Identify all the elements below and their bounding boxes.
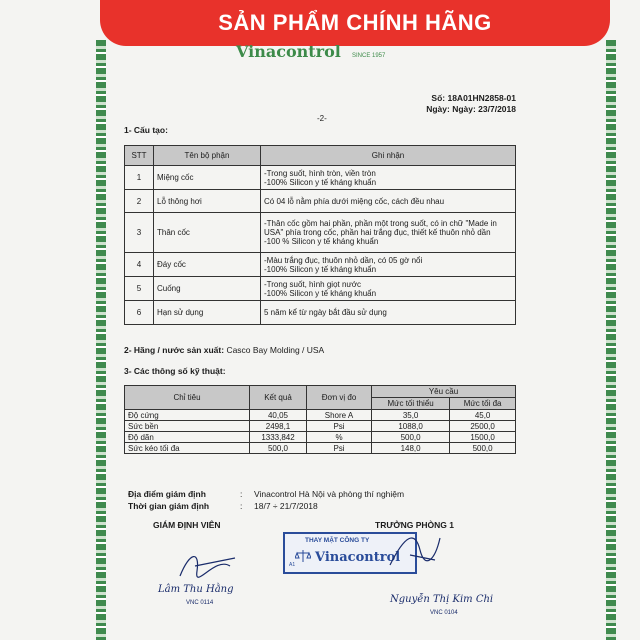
- inspection-place-label: Địa điểm giám định: [128, 489, 206, 499]
- banner-title: SẢN PHẨM CHÍNH HÃNG: [218, 10, 492, 35]
- table-row: Độ cứng 40,05 Shore A 35,0 45,0: [125, 410, 516, 421]
- scales-icon: [295, 549, 311, 563]
- genuine-product-banner: [100, 0, 610, 46]
- section-specs-title: 3- Các thông số kỹ thuật:: [124, 366, 226, 376]
- header-min: Mức tối thiểu: [372, 398, 450, 410]
- section-structure-title: 1- Cấu tạo:: [124, 125, 168, 135]
- decorative-border-left: [96, 40, 106, 640]
- header-unit: Đơn vị đo: [307, 386, 372, 410]
- inspection-place-colon: :: [240, 489, 243, 499]
- header-stt: STT: [125, 146, 154, 166]
- structure-table: [124, 145, 516, 325]
- inspector-signature-mark: [175, 546, 245, 586]
- table-row: Độ dãn 1333,842 % 500,0 1500,0: [125, 432, 516, 443]
- table-row: 2 Lỗ thông hơi Có 04 lỗ nằm phía dưới miệng cốc, cách đều nhau: [125, 190, 516, 213]
- head-code: VNC 0104: [430, 610, 458, 616]
- inspection-time-value: 18/7 ÷ 21/7/2018: [254, 501, 318, 511]
- head-signature-mark: [385, 530, 445, 570]
- specs-table: [124, 385, 516, 454]
- manufacturer-value: Casco Bay Molding / USA: [226, 345, 325, 355]
- stamp-brand: Vinacontrol: [315, 550, 401, 565]
- header-requirement: Yêu cầu: [372, 386, 516, 398]
- manufacturer-label: 2- Hãng / nước sản xuất:: [124, 345, 225, 355]
- head-name: Nguyễn Thị Kim Chi: [390, 594, 494, 605]
- inspector-code: VNC 0114: [186, 600, 214, 606]
- inspection-time-colon: :: [240, 501, 243, 511]
- section-manufacturer: [124, 345, 324, 355]
- inspector-name: Lâm Thu Hằng: [158, 584, 234, 595]
- inspection-place-value: Vinacontrol Hà Nội và phòng thí nghiệm: [254, 489, 405, 499]
- header-result: Kết quả: [250, 386, 307, 410]
- header-max: Mức tối đa: [450, 398, 516, 410]
- head-of-department-title: TRƯỞNG PHÒNG 1: [375, 520, 455, 530]
- inspector-title: GIÁM ĐỊNH VIÊN: [153, 520, 221, 530]
- inspection-time-label: Thời gian giám định: [128, 501, 210, 511]
- table-row: 6 Hạn sử dụng 5 năm kể từ ngày bắt đầu sử dụng: [125, 301, 516, 325]
- table-row: Sức bền 2498,1 Psi 1088,0 2500,0: [125, 421, 516, 432]
- stamp-code: A1: [289, 562, 296, 568]
- page-number: -2-: [317, 114, 327, 123]
- document-date: Ngày: Ngày: 23/7/2018: [426, 104, 516, 114]
- table-row: 3 Thân cốc -Thân cốc gồm hai phần, phần một trong suốt, có in chữ "Made in USA" phía trong cốc, phần hai trắng đục, thiết kế thuôn nhỏ dần -100 % Silicon y tế kháng khuẩn: [125, 213, 516, 253]
- header-note: Ghi nhận: [261, 146, 516, 166]
- table-row: Sức kéo tối đa 500,0 Psi 148,0 500,0: [125, 443, 516, 454]
- document-number: Số: 18A01HN2858-01: [431, 93, 516, 103]
- header-part: Tên bộ phận: [154, 146, 261, 166]
- logo-since: SINCE 1957: [352, 53, 386, 59]
- header-criteria: Chỉ tiêu: [125, 386, 250, 410]
- table-row: 4 Đáy cốc -Màu trắng đục, thuôn nhỏ dần, có 05 gờ nổi -100% Silicon y tế kháng khuẩn: [125, 253, 516, 277]
- table-row: 5 Cuống -Trong suốt, hình giọt nước -100% Silicon y tế kháng khuẩn: [125, 277, 516, 301]
- stamp-top-text: THAY MẶT CÔNG TY: [305, 537, 370, 544]
- decorative-border-right: [606, 40, 616, 640]
- table-row: 1 Miệng cốc -Trong suốt, hình tròn, viền tròn -100% Silicon y tế kháng khuẩn: [125, 166, 516, 190]
- vinacontrol-logo: Vinacontrol: [236, 42, 341, 61]
